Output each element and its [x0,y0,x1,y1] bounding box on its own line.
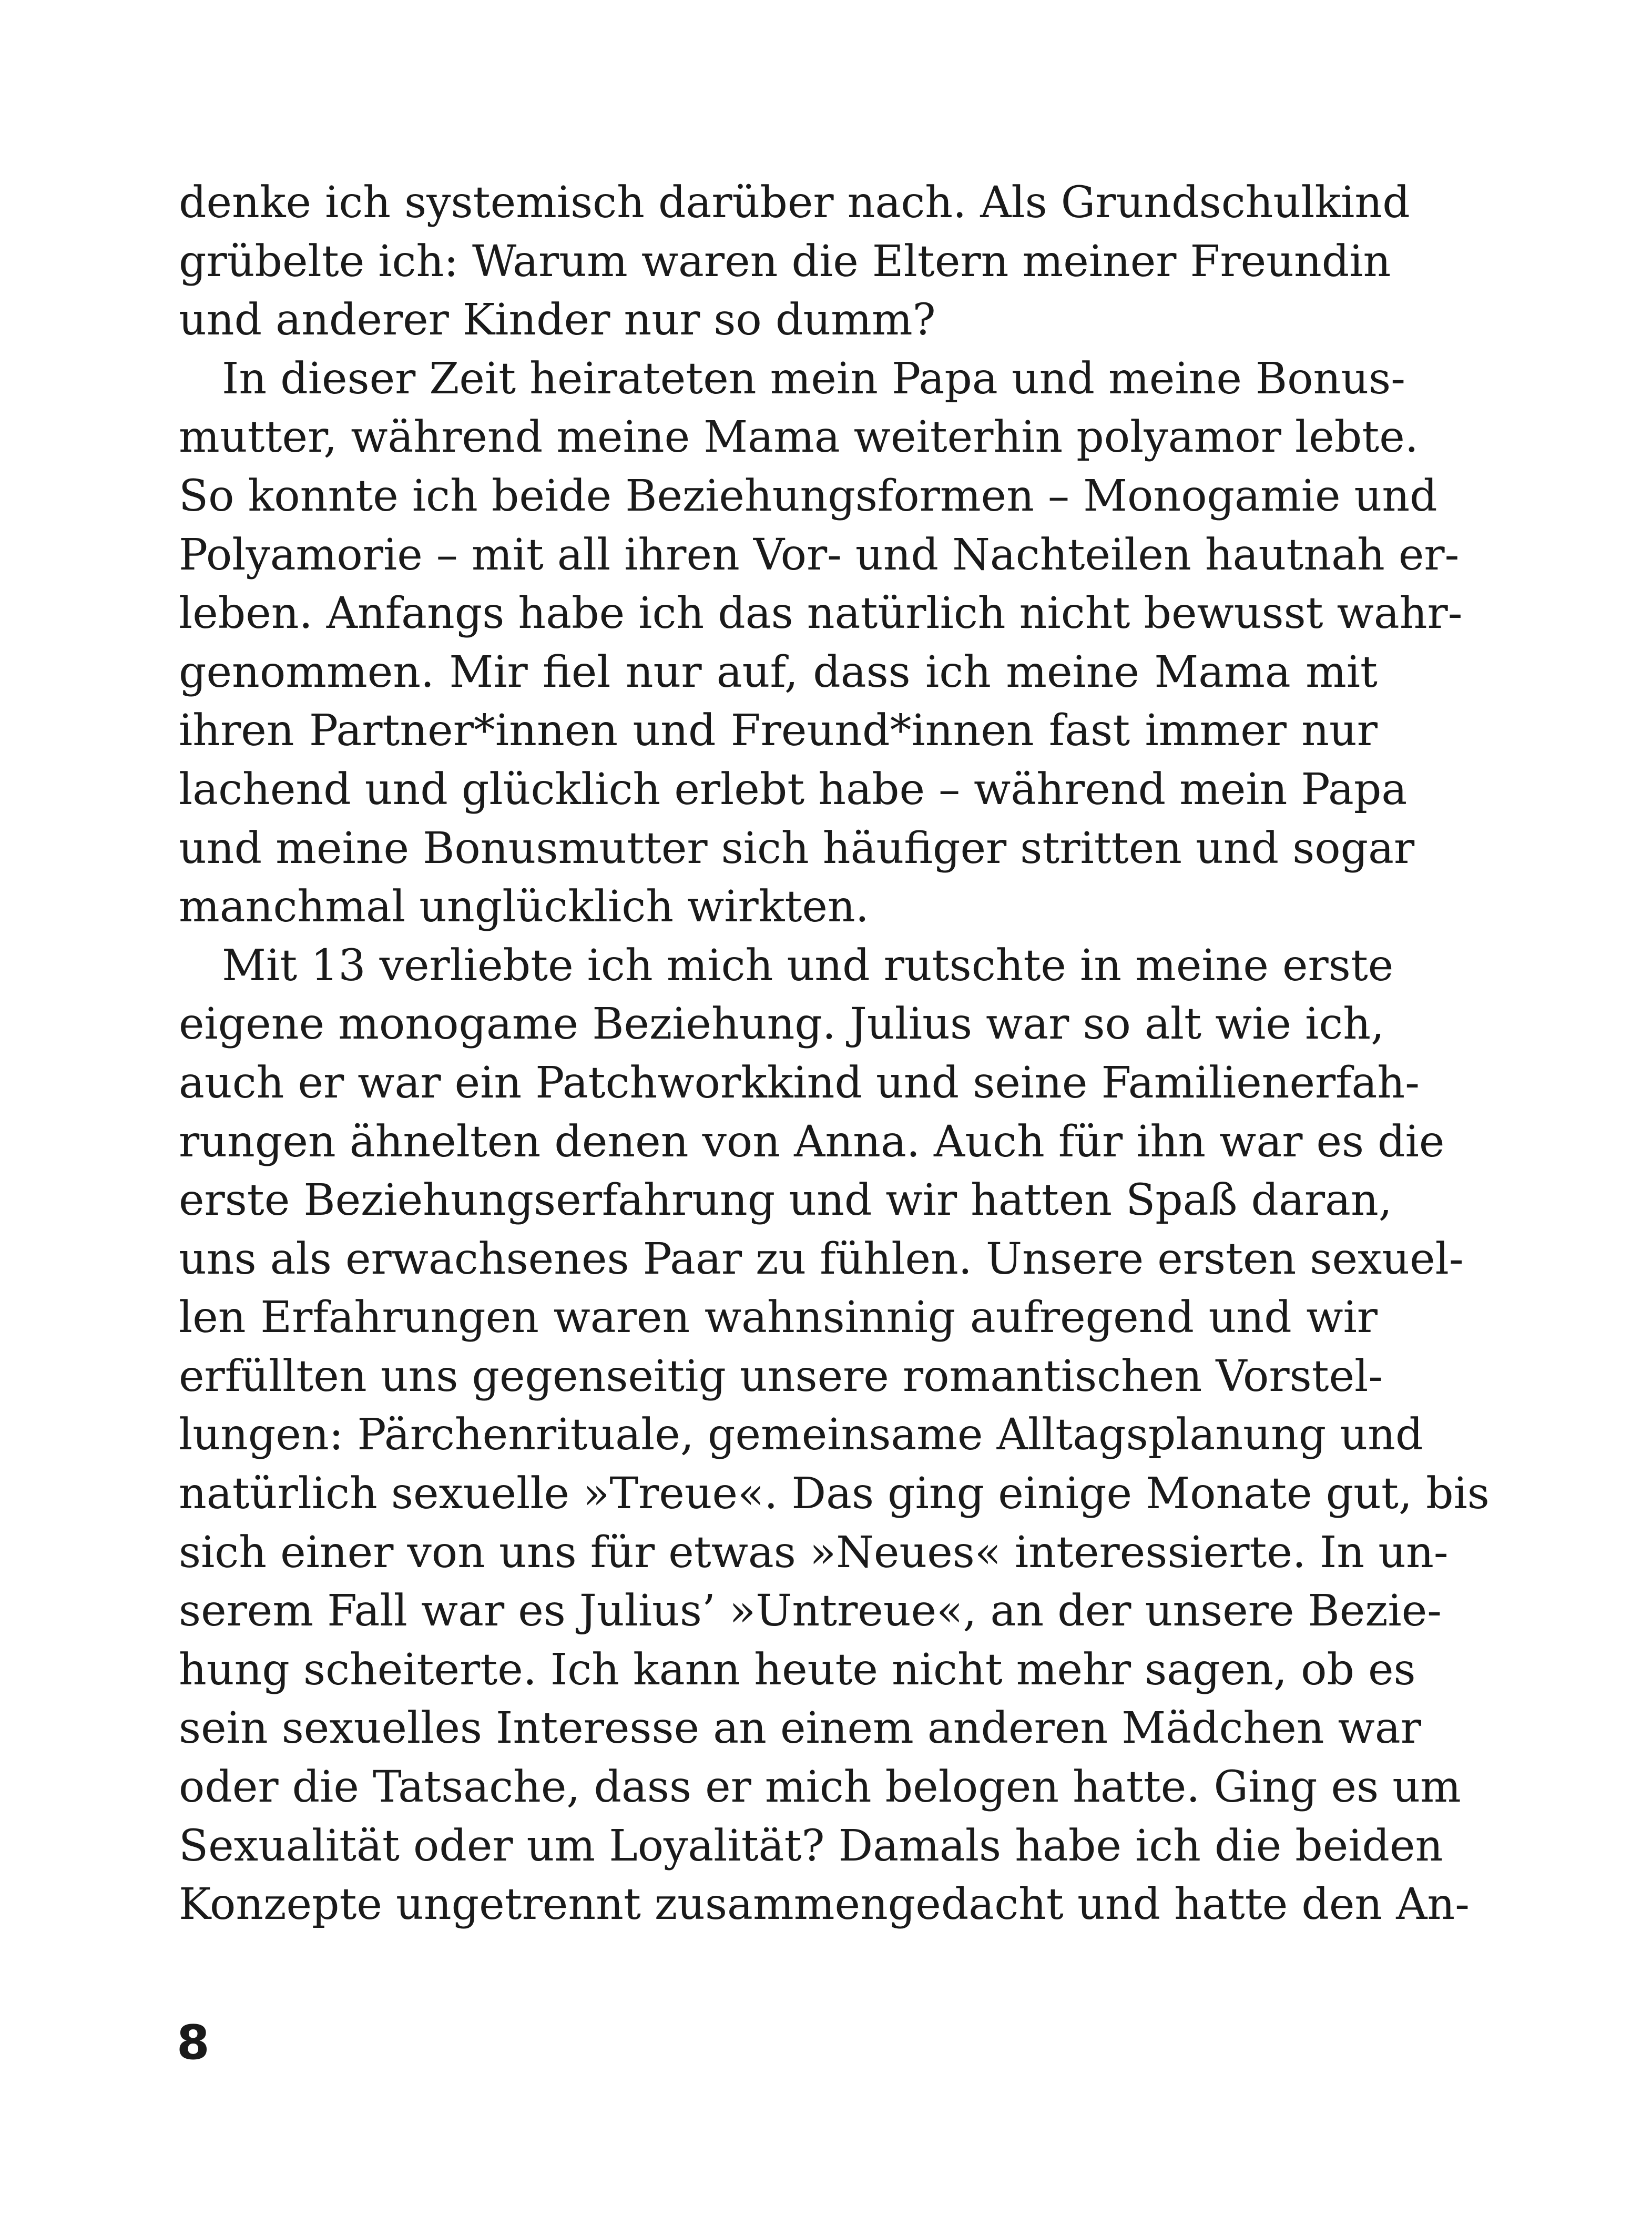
text-line: Polyamorie – mit all ihren Vor- und Nachteilen hautnah er- [179,530,1460,580]
text-line: auch er war ein Patchworkkind und seine Familienerfah- [179,1058,1420,1108]
paragraph-start-line: Mit 13 verliebte ich mich und rutschte in meine erste [222,940,1394,991]
text-line: rungen ähnelten denen von Anna. Auch für ihn war es die [179,1116,1445,1167]
text-line: len Erfahrungen waren wahnsinnig aufregend und wir [179,1293,1378,1343]
page-number: 8 [177,2015,210,2070]
paragraph-start-line: In dieser Zeit heirateten mein Papa und meine Bonus- [222,353,1405,404]
text-line: serem Fall war es Julius’ »Untreue«, an der unsere Bezie- [179,1586,1442,1637]
text-line: Konzepte ungetrennt zusammengedacht und hatte den An- [179,1879,1470,1930]
text-line: erste Beziehungserfahrung und wir hatten Spaß daran, [179,1175,1392,1226]
text-line: sich einer von uns für etwas »Neues« interessierte. In un- [179,1527,1449,1578]
text-line: Sexualität oder um Loyalität? Damals habe ich die beiden [179,1821,1443,1871]
text-line: genommen. Mir fiel nur auf, dass ich meine Mama mit [179,647,1378,697]
text-line: natürlich sexuelle »Treue«. Das ging einige Monate gut, bis [179,1469,1490,1519]
text-line: lungen: Pärchenrituale, gemeinsame Alltagsplanung und [179,1410,1423,1460]
text-line: eigene monogame Beziehung. Julius war so alt wie ich, [179,999,1385,1050]
text-line: und anderer Kinder nur so dumm? [179,295,936,345]
text-line: oder die Tatsache, dass er mich belogen hatte. Ging es um [179,1762,1461,1813]
text-line: erfüllten uns gegenseitig unsere romantischen Vorstel- [179,1351,1383,1401]
text-line: lachend und glücklich erlebt habe – während mein Papa [179,764,1408,815]
text-line: manchmal unglücklich wirkten. [179,882,869,932]
text-line: mutter, während meine Mama weiterhin polyamor lebte. [179,412,1419,463]
text-line: ihren Partner*innen und Freund*innen fast immer nur [179,706,1378,756]
text-line: So konnte ich beide Beziehungsformen – Monogamie und [179,471,1437,521]
text-line: hung scheiterte. Ich kann heute nicht mehr sagen, ob es [179,1644,1416,1695]
text-line: uns als erwachsenes Paar zu fühlen. Unsere ersten sexuel- [179,1234,1464,1284]
body-text [179,174,1490,1934]
text-line: leben. Anfangs habe ich das natürlich nicht bewusst wahr- [179,588,1463,639]
text-line: denke ich systemisch darüber nach. Als Grundschulkind [179,178,1410,228]
text-line: grübelte ich: Warum waren die Eltern meiner Freundin [179,236,1391,287]
text-line: und meine Bonusmutter sich häufiger stritten und sogar [179,823,1415,873]
text-line: sein sexuelles Interesse an einem anderen Mädchen war [179,1703,1421,1754]
